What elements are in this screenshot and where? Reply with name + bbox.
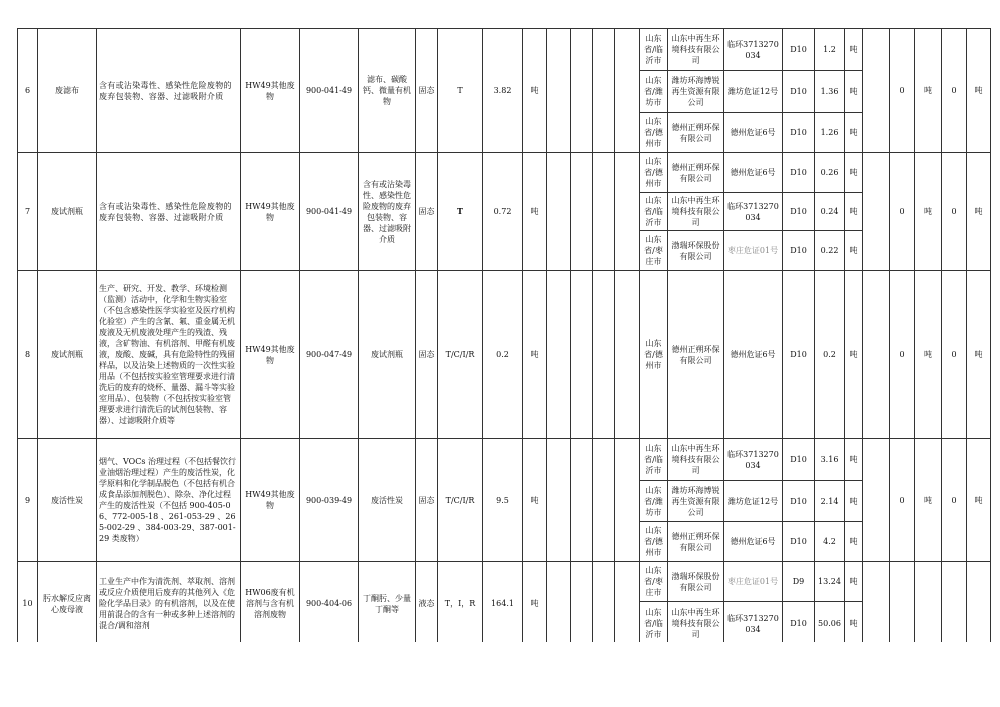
dest-company: 山东中再生环境科技有限公司 [668, 29, 724, 71]
table-row [18, 562, 991, 602]
row-number: 7 [18, 153, 38, 271]
dest-license: 枣庄危证01号 [724, 231, 783, 271]
storage-unit: 吨 [915, 439, 942, 562]
row-number: 8 [18, 271, 38, 439]
storage-unit [915, 562, 942, 646]
amount-unit: 吨 [523, 153, 547, 271]
row-number: 6 [18, 29, 38, 153]
dest-company: 潍坊环海博锐再生资源有限公司 [668, 71, 724, 113]
dest-quantity: 0.22 [815, 231, 845, 271]
empty-cell [615, 439, 640, 562]
dest-quantity: 0.24 [815, 193, 845, 231]
dest-unit: 吨 [845, 439, 863, 481]
stock-unit: 吨 [967, 439, 991, 562]
hazard-property: T/C/I/R [438, 439, 483, 562]
generated-amount: 0.72 [483, 153, 523, 271]
empty-cell [593, 153, 615, 271]
waste-name: 废试剂瓶 [38, 153, 97, 271]
empty-cell [547, 271, 571, 439]
empty-cell [615, 562, 640, 646]
hazard-property: T [438, 153, 483, 271]
storage-unit: 吨 [915, 153, 942, 271]
dest-quantity: 1.36 [815, 71, 845, 113]
dest-method: D10 [783, 193, 815, 231]
empty-cell [615, 271, 640, 439]
generated-amount: 9.5 [483, 439, 523, 562]
empty-cell [863, 439, 890, 562]
empty-cell [593, 29, 615, 153]
storage-amount [890, 562, 915, 646]
empty-cell [547, 439, 571, 562]
stock-amount: 0 [942, 439, 967, 562]
hazard-property: T，I，R [438, 562, 483, 646]
physical-form: 固态 [416, 439, 438, 562]
amount-unit: 吨 [523, 271, 547, 439]
waste-code: 900-039-49 [300, 439, 359, 562]
stock-amount [942, 562, 967, 646]
dest-unit: 吨 [845, 113, 863, 153]
waste-name: 废活性炭 [38, 439, 97, 562]
stock-amount: 0 [942, 29, 967, 153]
dest-quantity: 4.2 [815, 522, 845, 562]
dest-license: 德州危证6号 [724, 113, 783, 153]
dest-unit: 吨 [845, 562, 863, 602]
empty-cell [571, 271, 593, 439]
dest-method: D10 [783, 71, 815, 113]
row-number: 9 [18, 439, 38, 562]
dest-unit: 吨 [845, 602, 863, 646]
dest-region: 山东省/德州市 [640, 522, 668, 562]
waste-category: HW49其他废物 [241, 271, 300, 439]
waste-category: HW06废有机溶剂与含有机溶剂废物 [241, 562, 300, 646]
dest-unit: 吨 [845, 71, 863, 113]
empty-cell [863, 153, 890, 271]
dest-license: 德州危证6号 [724, 522, 783, 562]
dest-region: 山东省/德州市 [640, 153, 668, 193]
dest-quantity: 13.24 [815, 562, 845, 602]
hazardous-waste-table [17, 28, 991, 646]
waste-code: 900-404-06 [300, 562, 359, 646]
empty-cell [593, 271, 615, 439]
waste-category: HW49其他废物 [241, 439, 300, 562]
dest-quantity: 2.14 [815, 481, 845, 522]
waste-code: 900-047-49 [300, 271, 359, 439]
dest-quantity: 0.26 [815, 153, 845, 193]
dest-method: D10 [783, 439, 815, 481]
dest-quantity: 50.06 [815, 602, 845, 646]
main-component: 含有或沾染毒性、感染性危险废物的废弃包装物、容器、过滤吸附介质 [359, 153, 416, 271]
generated-amount: 3.82 [483, 29, 523, 153]
physical-form: 固态 [416, 271, 438, 439]
hazard-property: T [438, 29, 483, 153]
dest-company: 山东中再生环境科技有限公司 [668, 193, 724, 231]
amount-unit: 吨 [523, 562, 547, 646]
waste-description: 烟气、VOCs 治理过程（不包括餐饮行业油烟治理过程）产生的废活性炭，化学原料和化学制品脱色（不包括有机合成食品添加剂脱色）、除杂、净化过程产生的废活性炭（不包括 900-405-06、772-005-18 、261-053-29 、265-002-29 、384-003-29、387-001-29 类废物） [97, 439, 241, 562]
dest-method: D10 [783, 522, 815, 562]
dest-unit: 吨 [845, 271, 863, 439]
dest-company: 渤瑞环保股份有限公司 [668, 562, 724, 602]
waste-name: 废试剂瓶 [38, 271, 97, 439]
empty-cell [615, 153, 640, 271]
dest-company: 德州正朔环保有限公司 [668, 522, 724, 562]
waste-description: 含有或沾染毒性、感染性危险废物的废弃包装物、容器、过滤吸附介质 [97, 29, 241, 153]
dest-company: 山东中再生环境科技有限公司 [668, 439, 724, 481]
dest-company: 德州正朔环保有限公司 [668, 153, 724, 193]
empty-cell [547, 562, 571, 646]
empty-cell [863, 271, 890, 439]
empty-cell [863, 29, 890, 153]
storage-amount: 0 [890, 153, 915, 271]
dest-license: 潍坊危证12号 [724, 71, 783, 113]
storage-amount: 0 [890, 29, 915, 153]
dest-unit: 吨 [845, 29, 863, 71]
dest-region: 山东省/德州市 [640, 271, 668, 439]
dest-unit: 吨 [845, 193, 863, 231]
dest-license: 枣庄危证01号 [724, 562, 783, 602]
row-number: 10 [18, 562, 38, 646]
empty-cell [547, 153, 571, 271]
table-row [18, 153, 991, 193]
dest-quantity: 3.16 [815, 439, 845, 481]
table-row [18, 29, 991, 71]
storage-unit: 吨 [915, 271, 942, 439]
empty-cell [615, 29, 640, 153]
dest-company: 山东中再生环境科技有限公司 [668, 602, 724, 646]
dest-method: D10 [783, 113, 815, 153]
empty-cell [593, 439, 615, 562]
waste-description: 工业生产中作为清洗剂、萃取剂、溶剂或反应介质使用后废弃的其他列入《危险化学品目录》的有机溶剂，以及在使用前混合的含有一种或多种上述溶剂的混合/调和溶剂 [97, 562, 241, 646]
table-row [18, 439, 991, 481]
dest-company: 德州正朔环保有限公司 [668, 271, 724, 439]
empty-cell [571, 562, 593, 646]
dest-license: 德州危证6号 [724, 153, 783, 193]
waste-code: 900-041-49 [300, 29, 359, 153]
dest-license: 临环3713270034 [724, 193, 783, 231]
stock-amount: 0 [942, 153, 967, 271]
amount-unit: 吨 [523, 29, 547, 153]
dest-unit: 吨 [845, 481, 863, 522]
stock-unit: 吨 [967, 29, 991, 153]
empty-cell [593, 562, 615, 646]
dest-company: 渤瑞环保股份有限公司 [668, 231, 724, 271]
dest-region: 山东省/临沂市 [640, 439, 668, 481]
dest-license: 临环3713270034 [724, 29, 783, 71]
storage-amount: 0 [890, 439, 915, 562]
dest-region: 山东省/临沂市 [640, 602, 668, 646]
dest-quantity: 1.2 [815, 29, 845, 71]
empty-cell [863, 562, 890, 646]
dest-unit: 吨 [845, 231, 863, 271]
waste-description: 含有或沾染毒性、感染性危险废物的废弃包装物、容器、过滤吸附介质 [97, 153, 241, 271]
empty-cell [571, 29, 593, 153]
physical-form: 液态 [416, 562, 438, 646]
physical-form: 固态 [416, 153, 438, 271]
dest-region: 山东省/临沂市 [640, 29, 668, 71]
dest-region: 山东省/枣庄市 [640, 562, 668, 602]
empty-cell [547, 29, 571, 153]
storage-unit: 吨 [915, 29, 942, 153]
dest-quantity: 0.2 [815, 271, 845, 439]
dest-method: D10 [783, 153, 815, 193]
dest-license: 临环3713270034 [724, 602, 783, 646]
table-row [18, 271, 991, 439]
dest-region: 山东省/潍坊市 [640, 71, 668, 113]
dest-region: 山东省/潍坊市 [640, 481, 668, 522]
dest-license: 潍坊危证12号 [724, 481, 783, 522]
main-component: 丁酮肟、少量丁酮等 [359, 562, 416, 646]
page-bottom-margin [0, 642, 1000, 707]
main-component: 废试剂瓶 [359, 271, 416, 439]
dest-region: 山东省/枣庄市 [640, 231, 668, 271]
dest-unit: 吨 [845, 153, 863, 193]
amount-unit: 吨 [523, 439, 547, 562]
empty-cell [571, 153, 593, 271]
dest-quantity: 1.26 [815, 113, 845, 153]
dest-license: 临环3713270034 [724, 439, 783, 481]
waste-name: 肟水解反应离心废母液 [38, 562, 97, 646]
waste-description: 生产、研究、开发、教学、环境检测（监测）活动中，化学和生物实验室（不包含感染性医学实验室及医疗机构化验室）产生的含氰、氟、重金属无机废液及无机废液处理产生的残渣、残液，含矿物油、有机溶剂、甲醛有机废液，废酸、废碱，具有危险特性的残留样品，以及沾染上述物质的一次性实验用品（不包括按实验室管理要求进行清洗后的废弃的烧杯、量器、漏斗等实验室用品）、包装物（不包括按实验室管理要求进行清洗后的试剂包装物、容器）、过滤吸附介质等 [97, 271, 241, 439]
storage-amount: 0 [890, 271, 915, 439]
dest-unit: 吨 [845, 522, 863, 562]
stock-unit: 吨 [967, 271, 991, 439]
dest-license: 德州危证6号 [724, 271, 783, 439]
waste-category: HW49其他废物 [241, 153, 300, 271]
waste-category: HW49其他废物 [241, 29, 300, 153]
main-component: 滤布、碳酸钙、微量有机物 [359, 29, 416, 153]
stock-amount: 0 [942, 271, 967, 439]
main-component: 废活性炭 [359, 439, 416, 562]
dest-method: D10 [783, 481, 815, 522]
generated-amount: 164.1 [483, 562, 523, 646]
empty-cell [571, 439, 593, 562]
waste-name: 废滤布 [38, 29, 97, 153]
generated-amount: 0.2 [483, 271, 523, 439]
dest-method: D10 [783, 271, 815, 439]
waste-code: 900-041-49 [300, 153, 359, 271]
dest-method: D9 [783, 562, 815, 602]
stock-unit: 吨 [967, 153, 991, 271]
dest-region: 山东省/德州市 [640, 113, 668, 153]
dest-company: 德州正朔环保有限公司 [668, 113, 724, 153]
hazard-property: T/C/I/R [438, 271, 483, 439]
dest-method: D10 [783, 602, 815, 646]
physical-form: 固态 [416, 29, 438, 153]
dest-method: D10 [783, 29, 815, 71]
stock-unit [967, 562, 991, 646]
dest-company: 潍坊环海博锐再生资源有限公司 [668, 481, 724, 522]
dest-method: D10 [783, 231, 815, 271]
dest-region: 山东省/临沂市 [640, 193, 668, 231]
